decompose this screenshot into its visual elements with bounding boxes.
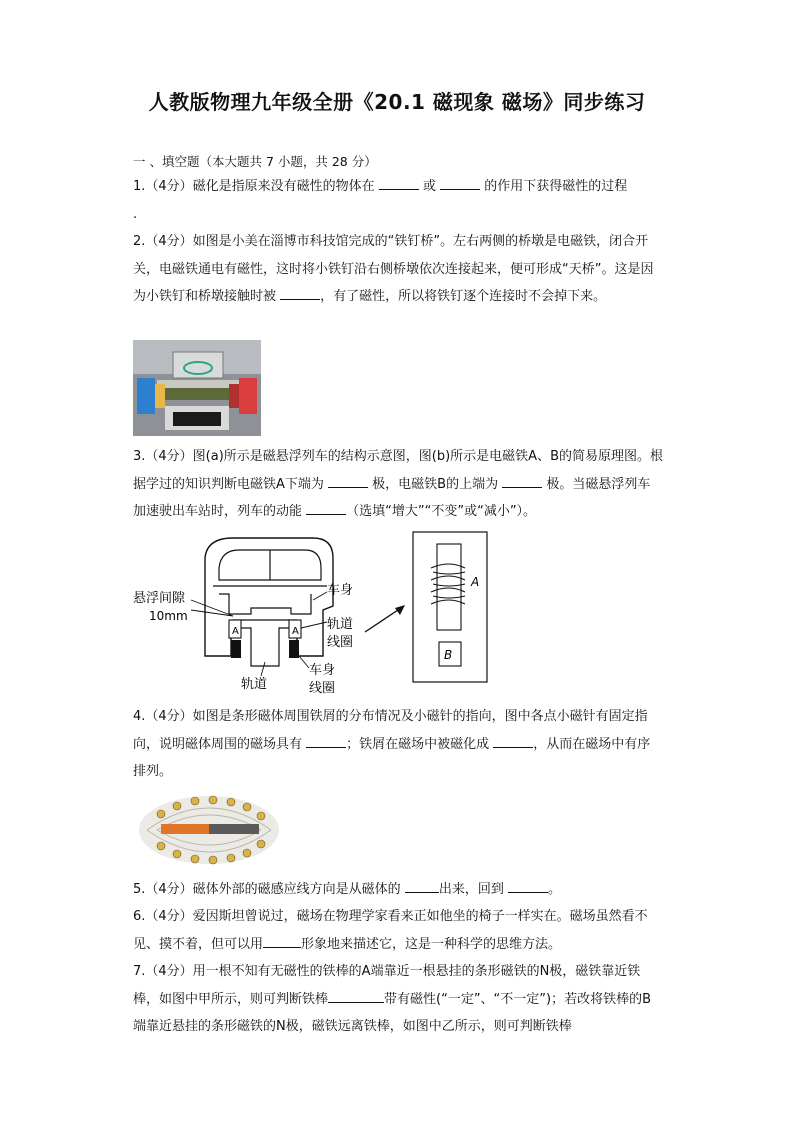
q7-text-a: 7.（4分）用一根不知有无磁性的铁棒的A端靠近一根悬挂的条形磁铁的N极，磁铁靠近铁棒，如图中甲所示，则可判断铁棒 <box>133 964 641 1007</box>
maglev-diagram <box>133 528 493 698</box>
q3-blank-2[interactable] <box>502 473 542 488</box>
label-body-2a: 车身 <box>309 663 336 678</box>
question-1 <box>133 173 663 228</box>
question-5 <box>133 876 663 904</box>
q5-text-b: 出来，回到 <box>438 882 508 897</box>
q3-text-a: 3.（4分）图(a)所示是磁悬浮列车的结构示意图，图(b)所示是电磁铁A、B的简易原理图。根据学过的知识判断电磁铁A下端为 <box>133 449 663 492</box>
q2-text-a: 2.（4分）如图是小美在淄博市科技馆完成的“铁钉桥”。左右两侧的桥墩是电磁铁，闭合开关，电磁铁通电有磁性，这时将小铁钉沿右侧桥墩依次连接起来，便可形成“天桥”。这是因为小铁钉和桥墩接触时被 <box>133 234 654 304</box>
q4-text-a: 4.（4分）如图是条形磁体周围铁屑的分布情况及小磁针的指向，图中各点小磁针有固定指向，说明磁体周围的磁场具有 <box>133 709 648 752</box>
question-3 <box>133 443 663 526</box>
question-7 <box>133 958 663 1041</box>
q1-blank-2[interactable] <box>440 175 480 190</box>
nail-bridge-photo <box>133 340 261 436</box>
q3-text-b: 极，电磁铁B的上端为 <box>368 476 503 492</box>
q2-blank-1[interactable] <box>280 285 320 300</box>
q6-text-b: 形象地来描述它，这是一种科学的思维方法。 <box>301 936 562 952</box>
q3-text-c: 极。当磁悬浮列车加速驶出车站时，列车的动能 <box>133 476 651 519</box>
label-gap: 悬浮间隙 <box>133 591 186 606</box>
q6-text-a: 6.（4分）爱因斯坦曾说过，磁场在物理学家看来正如他坐的椅子一样实在。磁场虽然看不见、摸不着，但可以用 <box>133 909 648 952</box>
q5-blank-1[interactable] <box>405 878 439 893</box>
q7-text-b: 带有磁性(“一定”、“不一定”)；若改将铁棒的B端靠近悬挂的条形磁铁的N极，磁铁远离铁棒，如图中乙所示，则可判断铁棒 <box>133 991 652 1034</box>
label-b-a: A <box>471 575 480 589</box>
label-body-2b: 线圈 <box>309 681 336 696</box>
label-a-right: A <box>292 626 299 637</box>
q6-blank-1[interactable] <box>263 933 301 948</box>
question-4 <box>133 703 663 786</box>
label-coil-1a: 轨道 <box>327 617 354 632</box>
page-title: 人教版物理九年级全册《20.1 磁现象 磁场》同步练习 <box>148 90 646 114</box>
q3-blank-1[interactable] <box>328 473 368 488</box>
q1-blank-1[interactable] <box>379 175 419 190</box>
q5-text-c: 。 <box>547 882 561 897</box>
q7-blank-1[interactable] <box>328 988 384 1003</box>
q4-blank-2[interactable] <box>493 733 533 748</box>
q1-text-d: . <box>133 206 138 222</box>
iron-filings-photo <box>137 792 282 868</box>
label-a-left: A <box>232 626 239 637</box>
q4-text-b: ；铁屑在磁场中被磁化成 <box>346 736 494 752</box>
label-coil-1b: 线圈 <box>327 635 354 650</box>
q5-text-a: 5.（4分）磁体外部的磁感应线方向是从磁体的 <box>133 882 405 897</box>
label-body-1: 车身 <box>327 583 354 598</box>
q1-text-c: 的作用下获得磁性的过程 <box>480 179 628 194</box>
q3-text-d: （选填“增大”“不变”或“减小”）。 <box>346 504 537 519</box>
section-heading: 一 、填空题（本大题共 7 小题，共 28 分） <box>133 154 377 169</box>
q3-blank-3[interactable] <box>306 500 346 515</box>
q2-text-b: ，有了磁性，所以将铁钉逐个连接时不会掉下来。 <box>320 289 607 304</box>
question-6 <box>133 903 663 958</box>
q4-text-c: ，从而在磁场中有序排列。 <box>133 736 651 779</box>
question-2 <box>133 228 663 311</box>
q4-blank-1[interactable] <box>306 733 346 748</box>
q1-text-b: 或 <box>418 179 441 194</box>
label-gap-mm: 10mm <box>149 609 188 623</box>
label-track: 轨道 <box>241 677 268 692</box>
q5-blank-2[interactable] <box>508 878 548 893</box>
q1-text-a: 1.（4分）磁化是指原来没有磁性的物体在 <box>133 179 379 194</box>
label-b-b: B <box>444 648 453 662</box>
